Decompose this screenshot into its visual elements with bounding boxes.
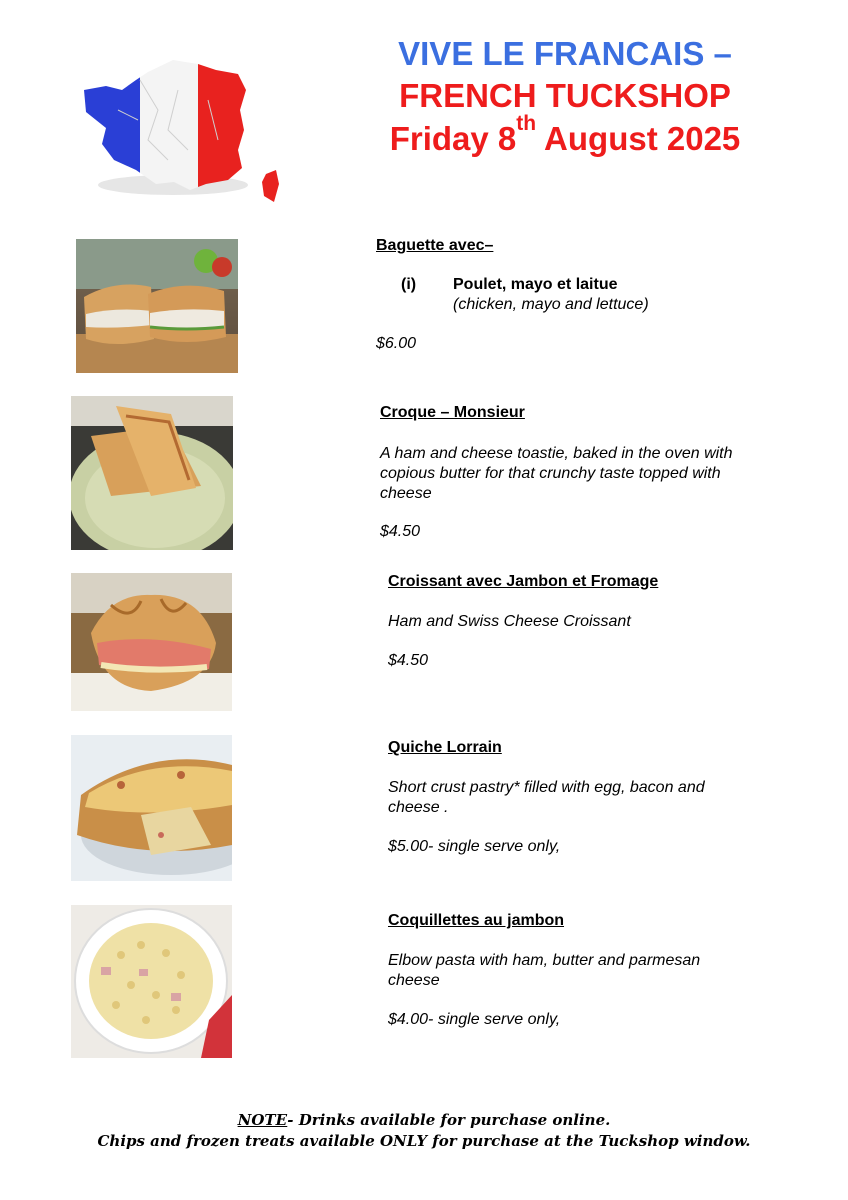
item-5-description: Elbow pasta with ham, butter and parmesan cheese — [388, 952, 701, 989]
item-3-description: Ham and Swiss Cheese Croissant — [388, 613, 631, 630]
coquillettes-photo — [71, 905, 232, 1058]
quiche-photo — [71, 735, 232, 881]
item-1-option-description: (chicken, mayo and lettuce) — [453, 296, 649, 313]
item-5-title: Coquillettes au jambon — [388, 912, 565, 929]
france-map-flag-icon — [78, 50, 310, 210]
item-4-title: Quiche Lorrain — [388, 739, 502, 756]
note-label: NOTE — [237, 1111, 288, 1129]
note-line-1 — [0, 1109, 848, 1131]
item-2-title: Croque – Monsieur — [380, 404, 525, 421]
item-5-price: $4.00- single serve only, — [388, 1011, 561, 1028]
item-4-price: $5.00- single serve only, — [388, 838, 561, 855]
note-line-2: Chips and frozen treats available ONLY for purchase at the Tuckshop window. — [97, 1132, 751, 1150]
date-suffix: th — [516, 112, 537, 135]
title-line-2: FRENCH TUCKSHOP — [399, 77, 731, 114]
croissant-photo — [71, 573, 232, 711]
date-rest: August 2025 — [536, 120, 741, 157]
item-4-description: Short crust pastry* filled with egg, bacon and cheese . — [388, 779, 705, 816]
title-line-3 — [330, 112, 800, 160]
croque-monsieur-photo — [71, 396, 233, 550]
item-1-option-number: (i) — [401, 276, 417, 293]
item-2-description: A ham and cheese toastie, baked in the oven with copious butter for that crunchy taste topped with cheese — [380, 445, 733, 502]
item-1-price: $6.00 — [376, 335, 417, 352]
note-line-1-text: - Drinks available for purchase online. — [287, 1111, 611, 1129]
baguette-sandwich-photo — [76, 239, 238, 373]
title-line-1: VIVE LE FRANCAIS – — [398, 35, 732, 72]
item-2-price: $4.50 — [380, 523, 421, 540]
item-3-price: $4.50 — [388, 652, 429, 669]
item-3-title: Croissant avec Jambon et Fromage — [388, 573, 659, 590]
item-1-title: Baguette avec– — [376, 237, 494, 254]
date-prefix: Friday 8 — [389, 120, 517, 157]
item-1-option-name: Poulet, mayo et laitue — [453, 276, 618, 293]
